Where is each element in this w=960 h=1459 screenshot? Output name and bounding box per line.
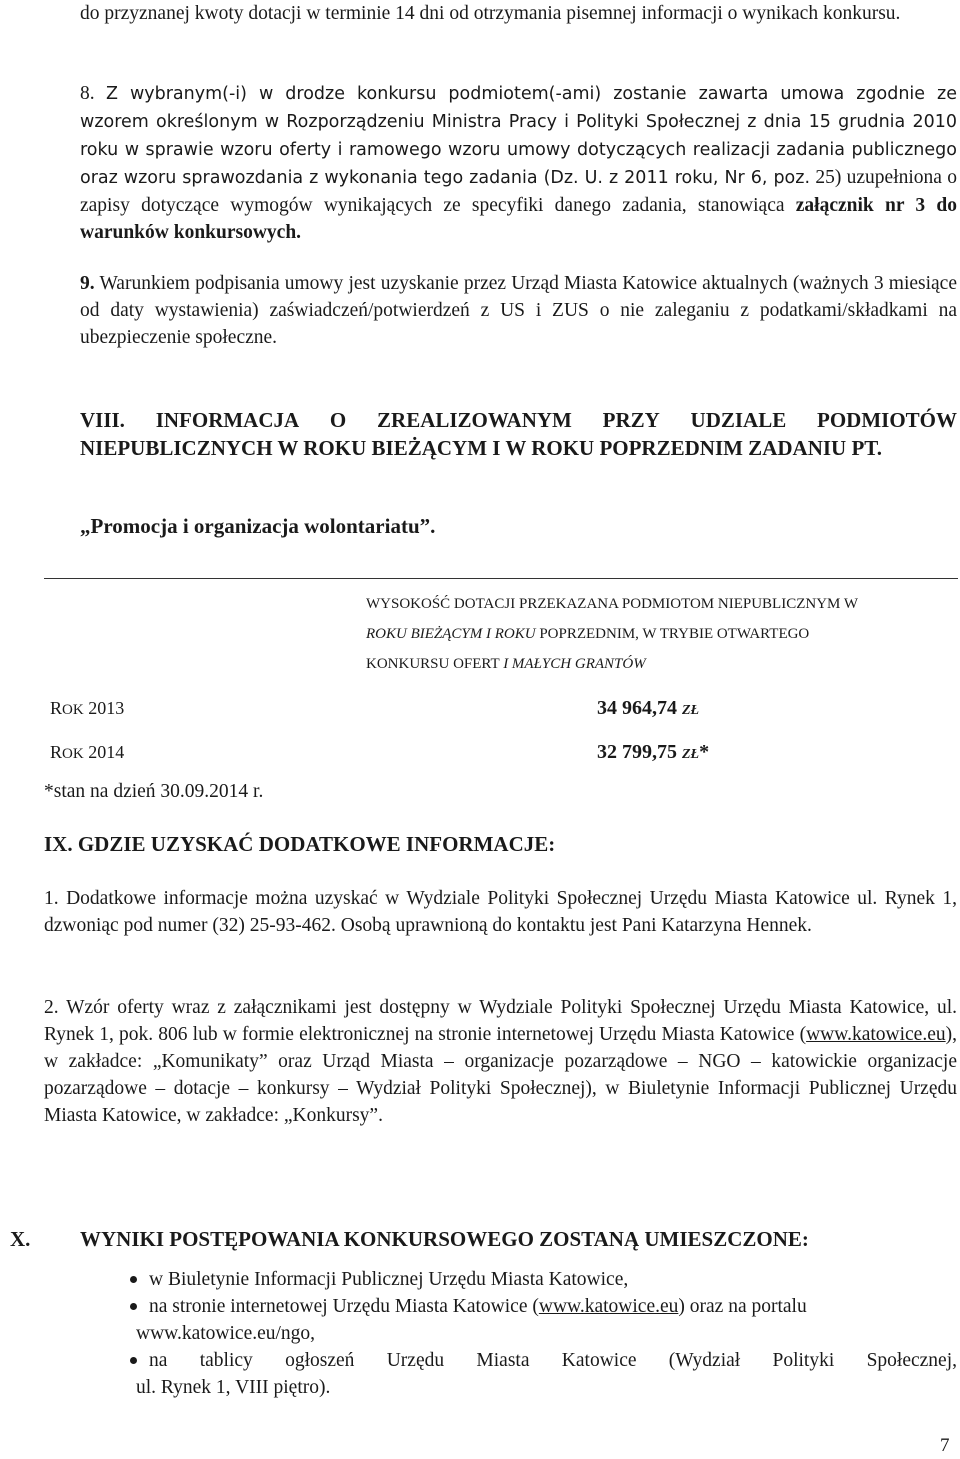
katowice-website-link[interactable]: www.katowice.eu <box>806 1024 946 1045</box>
header-line-2: ROKU BIEŻĄCYM I ROKU POPRZEDNIM, W TRYBIE OTWARTEGO <box>366 626 810 642</box>
row-2014-year: ROK 2014 <box>50 742 125 762</box>
item-8-attachment-ref: załącznik nr 3 do warunków konkursowych. <box>80 195 957 243</box>
heading-word: PODMIOTÓW <box>817 408 957 432</box>
item-9 <box>80 270 957 351</box>
table-footnote: *stan na dzień 30.09.2014 r. <box>44 781 264 802</box>
bullet-icon <box>130 1303 137 1310</box>
list-item: na stronie internetowej Urzędu Miasta Katowice (www.katowice.eu) oraz na portalu www.katowice.eu/ngo, <box>136 1293 957 1347</box>
row-2013-amount: 34 964,74 ZŁ <box>597 697 700 719</box>
list-item: na tablicy ogłoszeń Urzędu Miasta Katowice (Wydział Polityki Społecznej, ul. Rynek 1, VIII piętro). <box>136 1347 957 1401</box>
section-viii-heading <box>80 406 957 462</box>
list-item: w Biuletynie Informacji Publicznej Urzędu Miasta Katowice, <box>136 1266 957 1293</box>
results-publication-list <box>136 1266 957 1401</box>
section-x-heading: X. WYNIKI POSTĘPOWANIA KONKURSOWEGO ZOSTANĄ UMIESZCZONE: <box>10 1227 809 1251</box>
intro-continuation: do przyznanej kwoty dotacji w terminie 14 dni od otrzymania pisemnej informacji o wynikach konkursu. <box>80 3 901 24</box>
header-line-1: WYSOKOŚĆ DOTACJI PRZEKAZANA PODMIOTOM NIEPUBLICZNYM W <box>366 596 859 612</box>
grant-table <box>44 578 958 801</box>
bullet-icon <box>130 1357 137 1364</box>
heading-word: ZREALIZOWANYM <box>377 408 572 432</box>
item-8-text-a: Z wybranym(-i) w drodze konkursu podmiotem(-ami) zostanie zawarta umowa zgodnie ze wzorem określonym w Rozporządzeniu Ministra Pracy i Polityki Społecznej z dnia 15 grudnia 2010 roku w sprawie wzoru oferty i ramowego wzoru umowy dotyczących realizacji zadania publicznego oraz wzoru sprawozdania z wykonania tego zadania (Dz. U. z 2011 roku, Nr 6, poz. <box>80 84 958 188</box>
heading-word: UDZIALE <box>690 408 787 432</box>
heading-word: PRZY <box>602 408 660 432</box>
task-title: „Promocja i organizacja wolontariatu”. <box>80 514 436 538</box>
section-ix-paragraph-2: 2. Wzór oferty wraz z załącznikami jest dostępny w Wydziale Polityki Społecznej Urzędu Miasta Katowice, ul. Rynek 1, pok. 806 lub w formie elektronicznej na stronie internetowej Urzędu Miasta Katowice (www.katowice.eu), w zakładce: „Komunikaty” oraz Urząd Miasta – organizacje pozarządowe – NGO – katowickie organizacje pozarządowe – dotacje – konkursy – Wydział Polityki Społecznej), w Biuletynie Informacji Publicznej Urzędu Miasta Katowice, w zakładce: „Konkursy”. <box>44 997 957 1126</box>
item-9-number: 9. <box>80 273 95 294</box>
row-2013-year: ROK 2013 <box>50 698 125 718</box>
katowice-website-link[interactable]: www.katowice.eu <box>538 1296 679 1317</box>
grant-table-header <box>366 589 956 679</box>
section-ix-heading: IX. GDZIE UZYSKAĆ DODATKOWE INFORMACJE: <box>44 832 556 856</box>
item-8 <box>80 80 957 246</box>
page-number: 7 <box>940 1435 950 1456</box>
bullet-icon <box>130 1276 137 1283</box>
heading-word: INFORMACJA <box>155 408 300 432</box>
section-ix-paragraph-1: 1. Dodatkowe informacje można uzyskać w Wydziale Polityki Społecznej Urzędu Miasta Katowice ul. Rynek 1, dzwoniąc pod numer (32) 25-93-462. Osobą uprawnioną do kontaktu jest Pani Katarzyna Hennek. <box>44 888 957 936</box>
item-8-number: 8. <box>80 83 95 104</box>
item-9-text: Warunkiem podpisania umowy jest uzyskanie przez Urząd Miasta Katowice aktualnych (ważnych 3 miesiące od daty wystawienia) zaświadczeń/potwierdzeń z US i ZUS o nie zaleganiu z podatkami/składkami na ubezpieczenie społeczne. <box>80 273 957 348</box>
heading-word: O <box>329 408 347 432</box>
header-line-3: KONKURSU OFERT I MAŁYCH GRANTÓW <box>366 656 646 672</box>
item-8-text-b: 25) uzupełniona o zapisy dotyczące wymogów wynikających ze specyfiki danego zadania, stanowiąca <box>80 167 957 216</box>
heading-word: VIII. <box>80 408 125 432</box>
section-viii-heading-line2: NIEPUBLICZNYCH W ROKU BIEŻĄCYM I W ROKU POPRZEDNIM ZADANIU PT. <box>80 436 882 460</box>
section-viii-heading-line1 <box>80 406 957 434</box>
row-2014-amount: 32 799,75 ZŁ* <box>597 741 710 763</box>
